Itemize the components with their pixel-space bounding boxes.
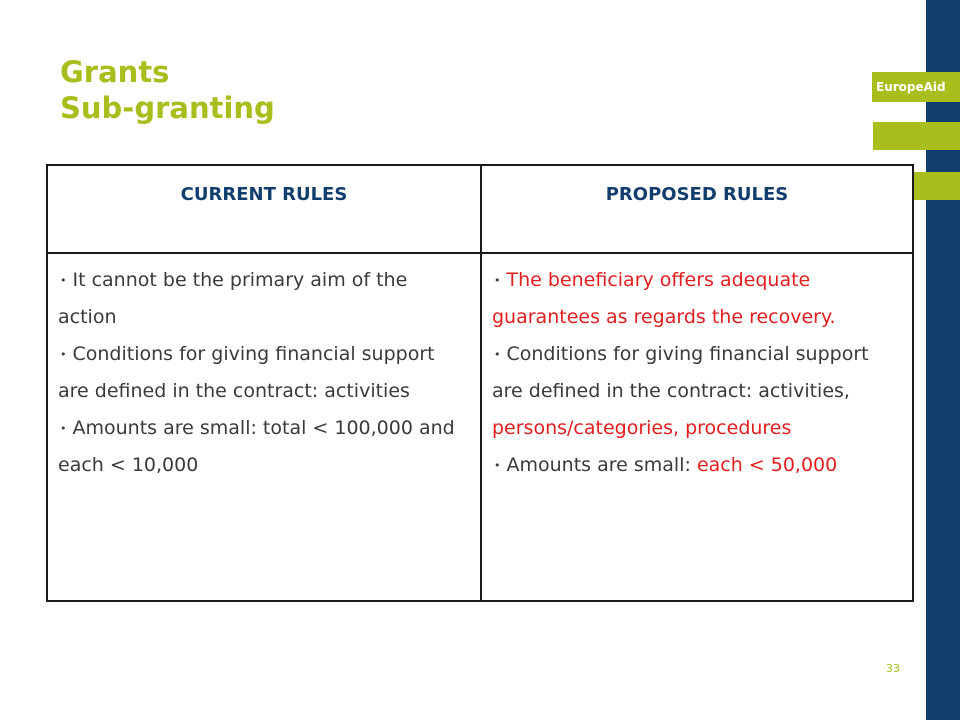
bullet-dot-icon: • [60, 348, 67, 361]
bullet-dot-icon: • [494, 348, 501, 361]
table-header-row [47, 165, 913, 253]
current-rule-2: Conditions for giving financial support are defined in the contract: activities [58, 343, 435, 402]
page-number: 33 [886, 662, 900, 675]
proposed-rule-2-part-1: Conditions for giving financial support are defined in the contract: activities, [492, 343, 869, 402]
brand-logo: EuropeAid [872, 72, 960, 102]
list-item [58, 410, 470, 484]
proposed-rule-2-part-2: persons/categories, procedures [492, 417, 792, 439]
slide-title [60, 54, 275, 126]
title-line-2: Sub-granting [60, 91, 275, 125]
proposed-rule-3-part-2: each < 50,000 [696, 454, 838, 476]
header-proposed-rules: PROPOSED RULES [481, 165, 913, 253]
current-rules-cell [47, 253, 481, 601]
proposed-rules-cell [481, 253, 913, 601]
right-decorative-band [926, 0, 960, 720]
bullet-dot-icon: • [494, 459, 501, 472]
rules-comparison-table [46, 164, 914, 602]
table-row [47, 253, 913, 601]
list-item [492, 262, 902, 336]
bullet-dot-icon: • [60, 274, 67, 287]
bullet-dot-icon: • [494, 274, 501, 287]
list-item [58, 336, 470, 410]
bullet-dot-icon: • [60, 422, 67, 435]
list-item [492, 447, 902, 484]
header-current-rules: CURRENT RULES [47, 165, 481, 253]
proposed-rule-3-part-1: Amounts are small: [506, 454, 691, 476]
current-rule-1: It cannot be the primary aim of the action [58, 269, 408, 328]
title-line-1: Grants [60, 55, 170, 89]
list-item [492, 336, 902, 447]
list-item [58, 262, 470, 336]
current-rule-3: Amounts are small: total < 100,000 and each < 10,000 [58, 417, 455, 476]
proposed-rule-1: The beneficiary offers adequate guarantees as regards the recovery. [492, 269, 836, 328]
decorative-bar-1 [873, 122, 960, 150]
